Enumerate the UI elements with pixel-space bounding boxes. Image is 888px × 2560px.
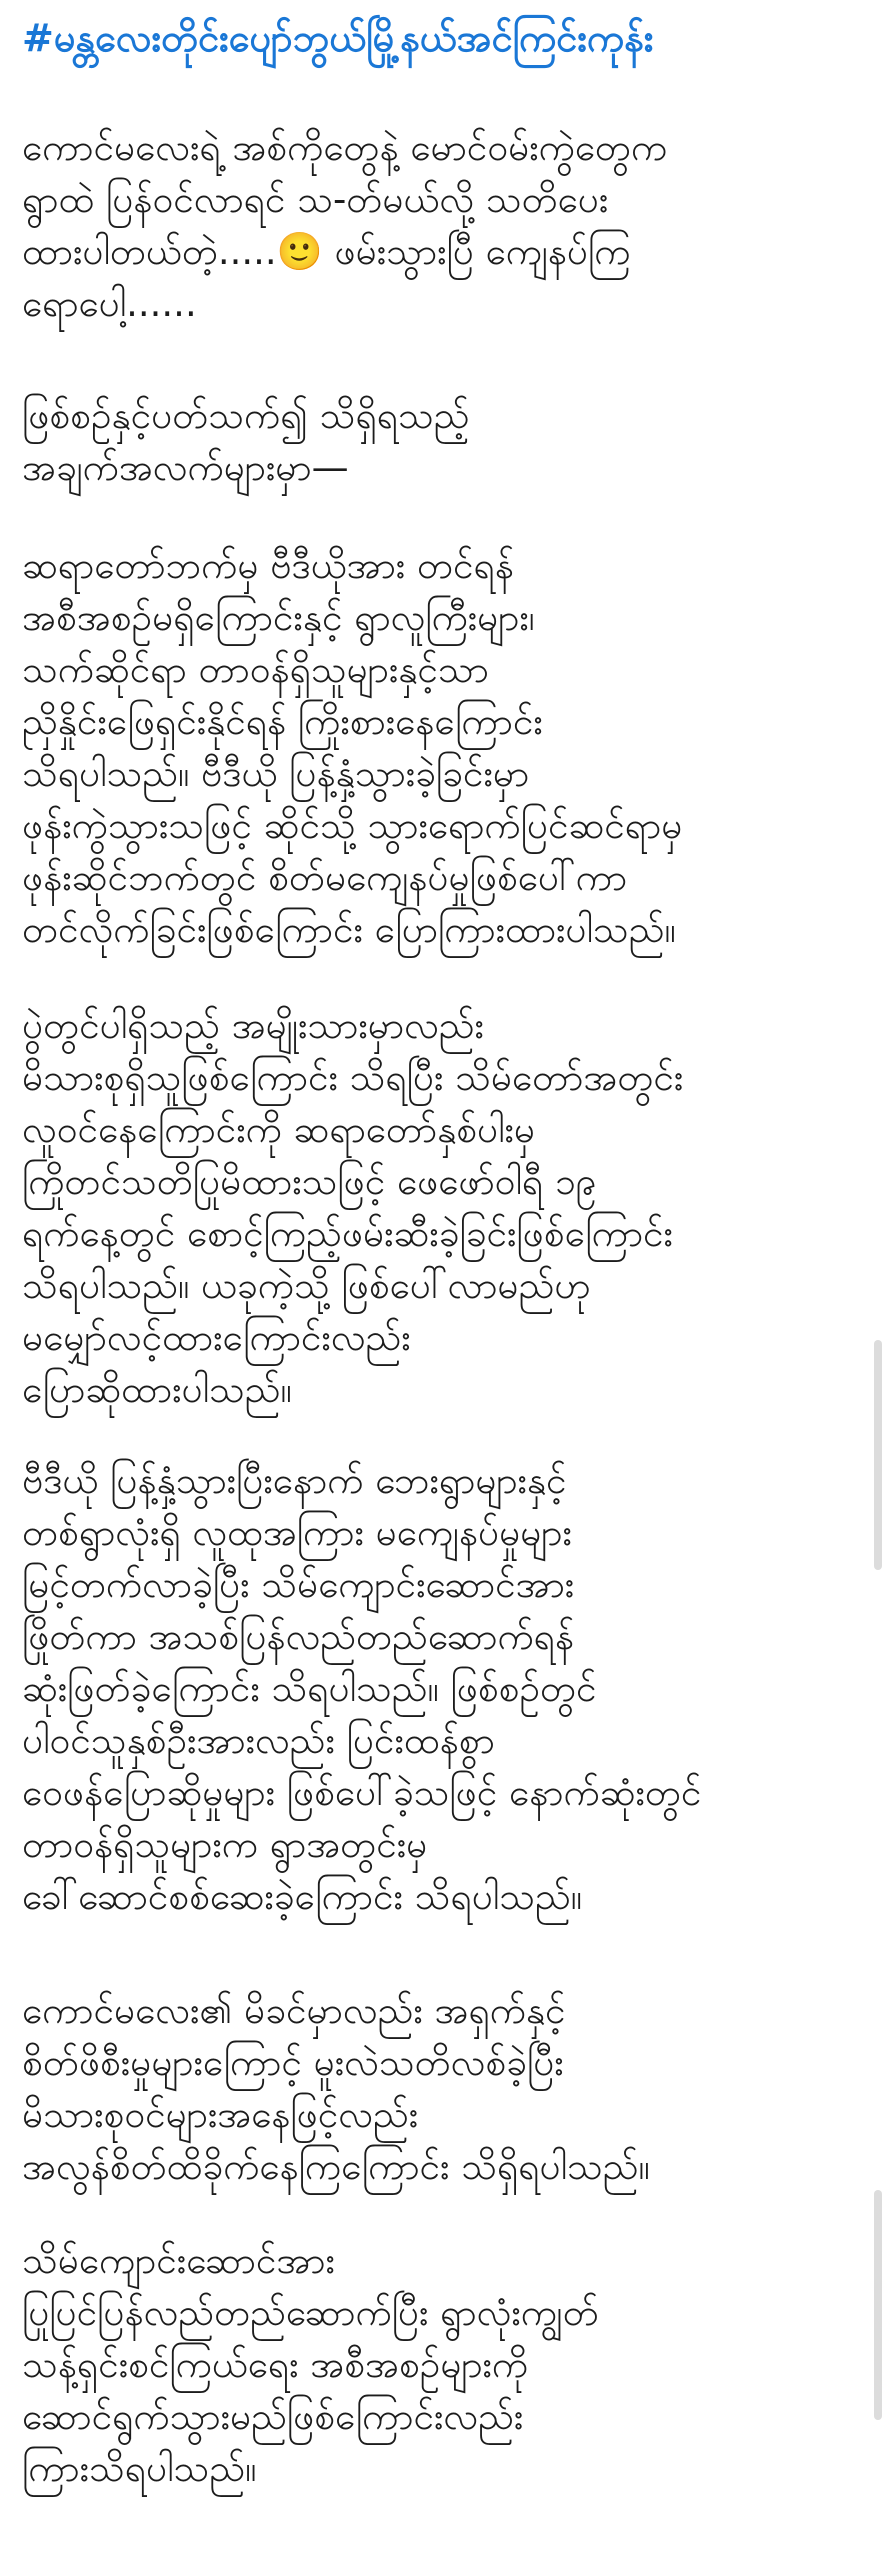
scrollbar-thumb-lower[interactable]: [874, 2190, 882, 2420]
paragraph-man-involved: ပွဲတွင်ပါရှိသည့် အမျိုးသားမှာလည်း မိသားစုရှိသူဖြစ်ကြောင်း သိရပြီး သိမ်တော်အတွင်း လူဝင်နေကြောင်းကို ဆရာတော်နှစ်ပါးမှ ကြိုတင်သတိပြုမိထားသဖြင့် ဖေဖော်ဝါရီ ၁၉ ရက်နေ့တွင် စောင့်ကြည့်ဖမ်းဆီးခဲ့ခြင်းဖြစ်ကြောင်း သိရပါသည်။ ယခုကဲ့သို့ ဖြစ်ပေါ်လာမည်ဟု မမျှော်လင့်ထားကြောင်းလည်း ပြောဆိုထားပါသည်။: [22, 1004, 684, 1411]
paragraph-facts-heading: ဖြစ်စဉ်နှင့်ပတ်သက်၍ သိရှိရသည့် အချက်အလက်များမှာ—: [22, 394, 470, 489]
paragraph-mother: ကောင်မလေး၏ မိခင်မှာလည်း အရှက်နှင့် စိတ်ဖိစီးမှုများကြောင့် မူးလဲသတိလစ်ခဲ့ပြီး မိသားစုဝင်များအနေဖြင့်လည်း အလွန်စိတ်ထိခိုက်နေကြကြောင်း သိရှိရပါသည်။: [22, 1989, 650, 2188]
hashtag-link[interactable]: #မန္တလေးတိုင်းပျော်ဘွယ်မြို့နယ်အင်ကြင်းကုန်း: [22, 16, 654, 60]
paragraph-abbot-statement: ဆရာတော်ဘက်မှ ဗီဒီယိုအား တင်ရန် အစီအစဉ်မရှိကြောင်းနှင့် ရွာလူကြီးများ၊ သက်ဆိုင်ရာ တာဝန်ရှိသူများနှင့်သာ ညှိနှိုင်းဖြေရှင်းနိုင်ရန် ကြိုးစားနေကြောင်း သိရပါသည်။ ဗီဒီယို ပြန့်နှံ့သွားခဲ့ခြင်းမှာ ဖုန်းကွဲသွားသဖြင့် ဆိုင်သို့ သွားရောက်ပြင်ဆင်ရာမှ ဖုန်းဆိုင်ဘက်တွင် စိတ်မကျေနပ်မှုဖြစ်ပေါ်ကာ တင်လိုက်ခြင်းဖြစ်ကြောင်း ပြောကြားထားပါသည်။: [22, 544, 683, 951]
paragraph-rebuild: သိမ်ကျောင်းဆောင်အား ပြုပြင်ပြန်လည်တည်ဆောက်ပြီး ရွာလုံးကျွတ် သန့်ရှင်းစင်ကြယ်ရေး အစီအစဉ်များကို ဆောင်ရွက်သွားမည်ဖြစ်ကြောင်းလည်း ကြားသိရပါသည်။: [22, 2239, 599, 2490]
paragraph-intro: ကောင်မလေးရဲ့ အစ်ကိုတွေနဲ့ မောင်ဝမ်းကွဲတွေက ရွာထဲ ပြန်ဝင်လာရင် သ-တ်မယ်လို့ သတိပေး ထားပါတယ်တဲ့.....🙂 ဖမ်းသွားပြီ ကျေနပ်ကြ ရောပေါ့......: [22, 126, 668, 325]
scrollbar-thumb[interactable]: [874, 1340, 882, 1570]
paragraph-village-reaction: ဗီဒီယို ပြန့်နှံ့သွားပြီးနောက် ဘေးရွာများနှင့် တစ်ရွာလုံးရှိ လူထုအကြား မကျေနပ်မှုများ မြင့်တက်လာခဲ့ပြီး သိမ်ကျောင်းဆောင်အား ဖြိုတ်ကာ အသစ်ပြန်လည်တည်ဆောက်ရန် ဆုံးဖြတ်ခဲ့ကြောင်း သိရပါသည်။ ဖြစ်စဉ်တွင် ပါဝင်သူနှစ်ဦးအားလည်း ပြင်းထန်စွာ ဝေဖန်ပြောဆိုမှုများ ဖြစ်ပေါ်ခဲ့သဖြင့် နောက်ဆုံးတွင် တာဝန်ရှိသူများက ရွာအတွင်းမှ ခေါ်ဆောင်စစ်ဆေးခဲ့ကြောင်း သိရပါသည်။: [22, 1459, 702, 1918]
